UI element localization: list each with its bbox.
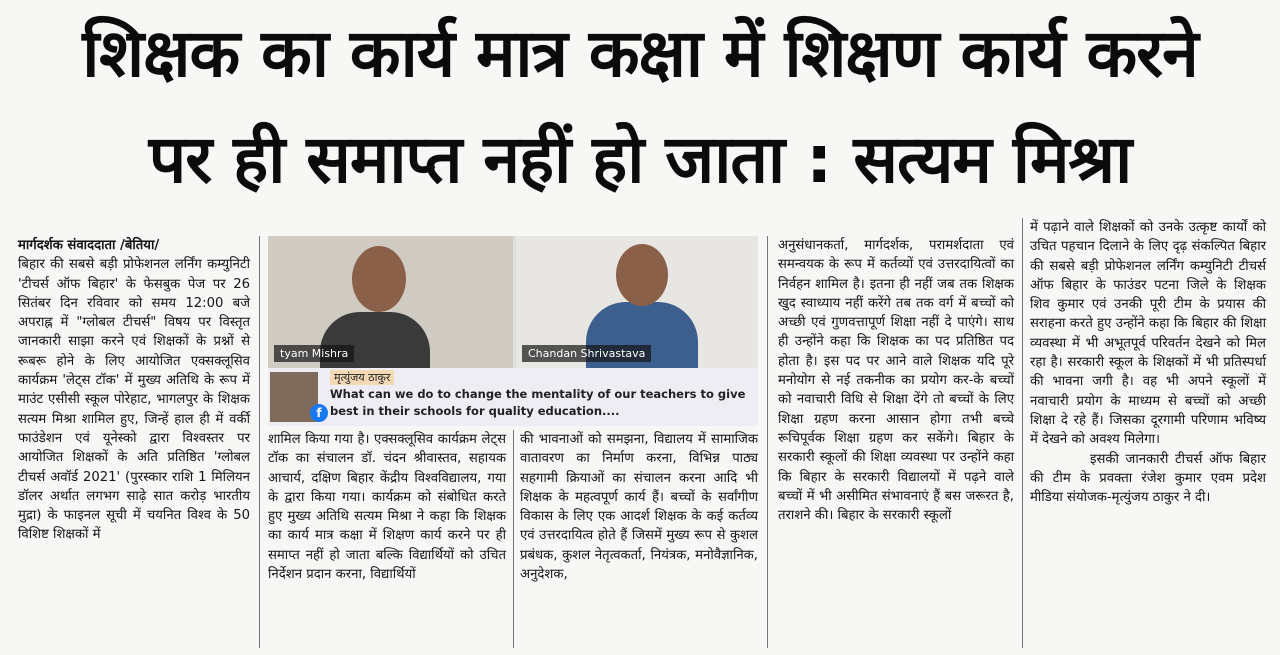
article-column-4	[778, 236, 1014, 525]
column-divider	[513, 430, 514, 648]
column-5-text: में पढ़ाने वाले शिक्षकों को उनके उत्कृष्ट कार्यों को उचित पहचान दिलाने के लिए दृढ़ संकल्पित बिहार की सबसे बड़ी प्रोफेशनल लर्निंग कम्युनिटी टीचर्स ऑफ बिहार के फाउंडर पटना जिले के शिक्षक शिव कुमार एवं उनकी पूरी टीम के प्रयास की सराहना करते हुए उन्होंने कहा कि बिहार की शिक्षा व्यवस्था में भी अभूतपूर्व परिवर्तन देखने को मिल रहा है। सरकारी स्कूल के शिक्षकों में भी प्रतिस्पर्धा की भावना जगी है। वह भी अपने स्कूलों में नवाचारी प्रयोग के माध्यम से बच्चों को अच्छी शिक्षा दे रहे हैं। जिसका दूरगामी परिणाम भविष्य में देखने को अवश्य मिलेगा।	[1030, 220, 1266, 448]
byline: मार्गदर्शक संवाददाता /बेतिया/	[18, 238, 160, 253]
headline-line-2: पर ही समाप्त नहीं हो जाता : सत्यम मिश्रा	[148, 121, 1132, 198]
column-divider	[259, 236, 260, 648]
speaker-2-pane	[516, 236, 758, 368]
column-1-text: बिहार की सबसे बड़ी प्रोफेशनल लर्निंग कम्युनिटी 'टीचर्स ऑफ बिहार' के फेसबुक पेज पर 26 सितंबर दिन रविवार को समय 12:00 बजे अपराह्न में "ग्लोबल टीचर्स" विषय पर विस्तृत जानकारी साझा करने एवं शिक्षकों के प्रश्नों से रूबरू होने के लिए आयोजित एक्सक्लूसिव कार्यक्रम 'लेट्स टॉक' में मुख्य अतिथि के रूप में माउंट एसीसी स्कूल पोरेहाट, भागलपुर के शिक्षक सत्यम मिश्रा शामिल हुए, जिन्हें हाल ही में वर्की फाउंडेशन एवं यूनेस्को द्वारा विश्वस्तर पर आयोजित शिक्षकों के अति प्रतिष्ठित 'ग्लोबल टीचर्स अवॉर्ड 2021' (पुरस्कार राशि 1 मिलियन डॉलर अर्थात लगभग साढ़े सात करोड़ भारतीय मुद्रा) के फाइनल सूची में चयनित विश्व के 50 विशिष्ट शिक्षकों में	[18, 257, 250, 543]
speaker-2-label: Chandan Shrivastava	[522, 345, 651, 362]
column-divider	[1022, 218, 1023, 648]
article-column-3	[520, 430, 758, 584]
column-divider	[767, 236, 768, 648]
comment-text: What can we do to change the mentality of our teachers to give best in their schools for quality education....	[330, 387, 746, 418]
headline-line-1: शिक्षक का कार्य मात्र कक्षा में शिक्षण कार्य करने	[82, 15, 1198, 92]
facebook-icon: f	[310, 404, 328, 422]
speaker-1-head	[352, 246, 406, 312]
column-2-text: शामिल किया गया है। एक्सक्लूसिव कार्यक्रम लेट्स टॉक का संचालन डॉ. चंदन श्रीवास्तव, सहायक आचार्य, दक्षिण बिहार केंद्रीय विश्वविद्यालय, गया के द्वारा किया गया। कार्यक्रम को संबोधित करते हुए मुख्य अतिथि सत्यम मिश्रा ने कहा कि शिक्षक का कार्य मात्र कक्षा में शिक्षण कार्य करने पर ही समाप्त नहीं हो जाता बल्कि विद्यार्थियों को उचित निर्देशन प्रदान करना, विद्यार्थियों	[268, 432, 506, 583]
speaker-1-label: tyam Mishra	[274, 345, 354, 362]
article-column-2	[268, 430, 506, 584]
article-column-1	[18, 236, 250, 545]
column-5-closing: इसकी जानकारी टीचर्स ऑफ बिहार की टीम के प्रवक्ता रंजेश कुमार एवम प्रदेश मीडिया संयोजक-मृत्युंजय ठाकुर ने दी।	[1030, 451, 1266, 506]
speaker-2-head	[616, 244, 668, 306]
article-column-5	[1030, 218, 1266, 507]
speaker-1-pane	[268, 236, 513, 368]
column-4-text: अनुसंधानकर्ता, मार्गदर्शक, परामर्शदाता एवं समन्वयक के रूप में कर्तव्यों एवं उत्तरदायित्वों का निर्वहन शामिल है। इतना ही नहीं जब तक शिक्षक खुद स्वाध्याय नहीं करेंगे तब तक वर्ग में बच्चों को अच्छी एवं गुणवत्तापूर्ण शिक्षा नहीं दे पाएंगे। साथ ही उन्होंने कहा कि शिक्षक का पद प्रतिष्ठित पद होता है। इस पद पर आने वाले शिक्षक यदि पूरे मनोयोग से नई तकनीक का प्रयोग कर-के बच्चों को नवाचारी विधि से शिक्षा देंगे तो बच्चों के लिए शिक्षा ग्रहण करना आसान होगा तभी बच्चे रूचिपूर्वक शिक्षा ग्रहण कर सकेंगे। बिहार के सरकारी स्कूलों की शिक्षा व्यवस्था पर उन्होंने कहा कि बिहार के सरकारी विद्यालयों में पढ़ने वाले बच्चों में भी असीमित संभावनाएं हैं बस जरूरत है, तराशने की। बिहार के सरकारी स्कूलों	[778, 238, 1014, 524]
comment-banner	[268, 368, 758, 426]
column-3-text: की भावनाओं को समझना, विद्यालय में सामाजिक वातावरण का निर्माण करना, विभिन्न पाठ्य सहगामी क्रियाओं का संचालन करना आदि भी शिक्षक के महत्वपूर्ण कार्य हैं। बच्चों के सर्वांगीण विकास के लिए एक आदर्श शिक्षक के कई कर्तव्य एवं उत्तरदायित्व होते हैं जिसमें मुख्य रूप से कुशल प्रबंधक, कुशल नेतृत्वकर्ता, नियंत्रक, मनोवैज्ञानिक, अनुदेशक,	[520, 432, 758, 583]
video-call-photo	[268, 236, 758, 426]
commenter-name: मृत्युंजय ठाकुर	[330, 370, 394, 385]
